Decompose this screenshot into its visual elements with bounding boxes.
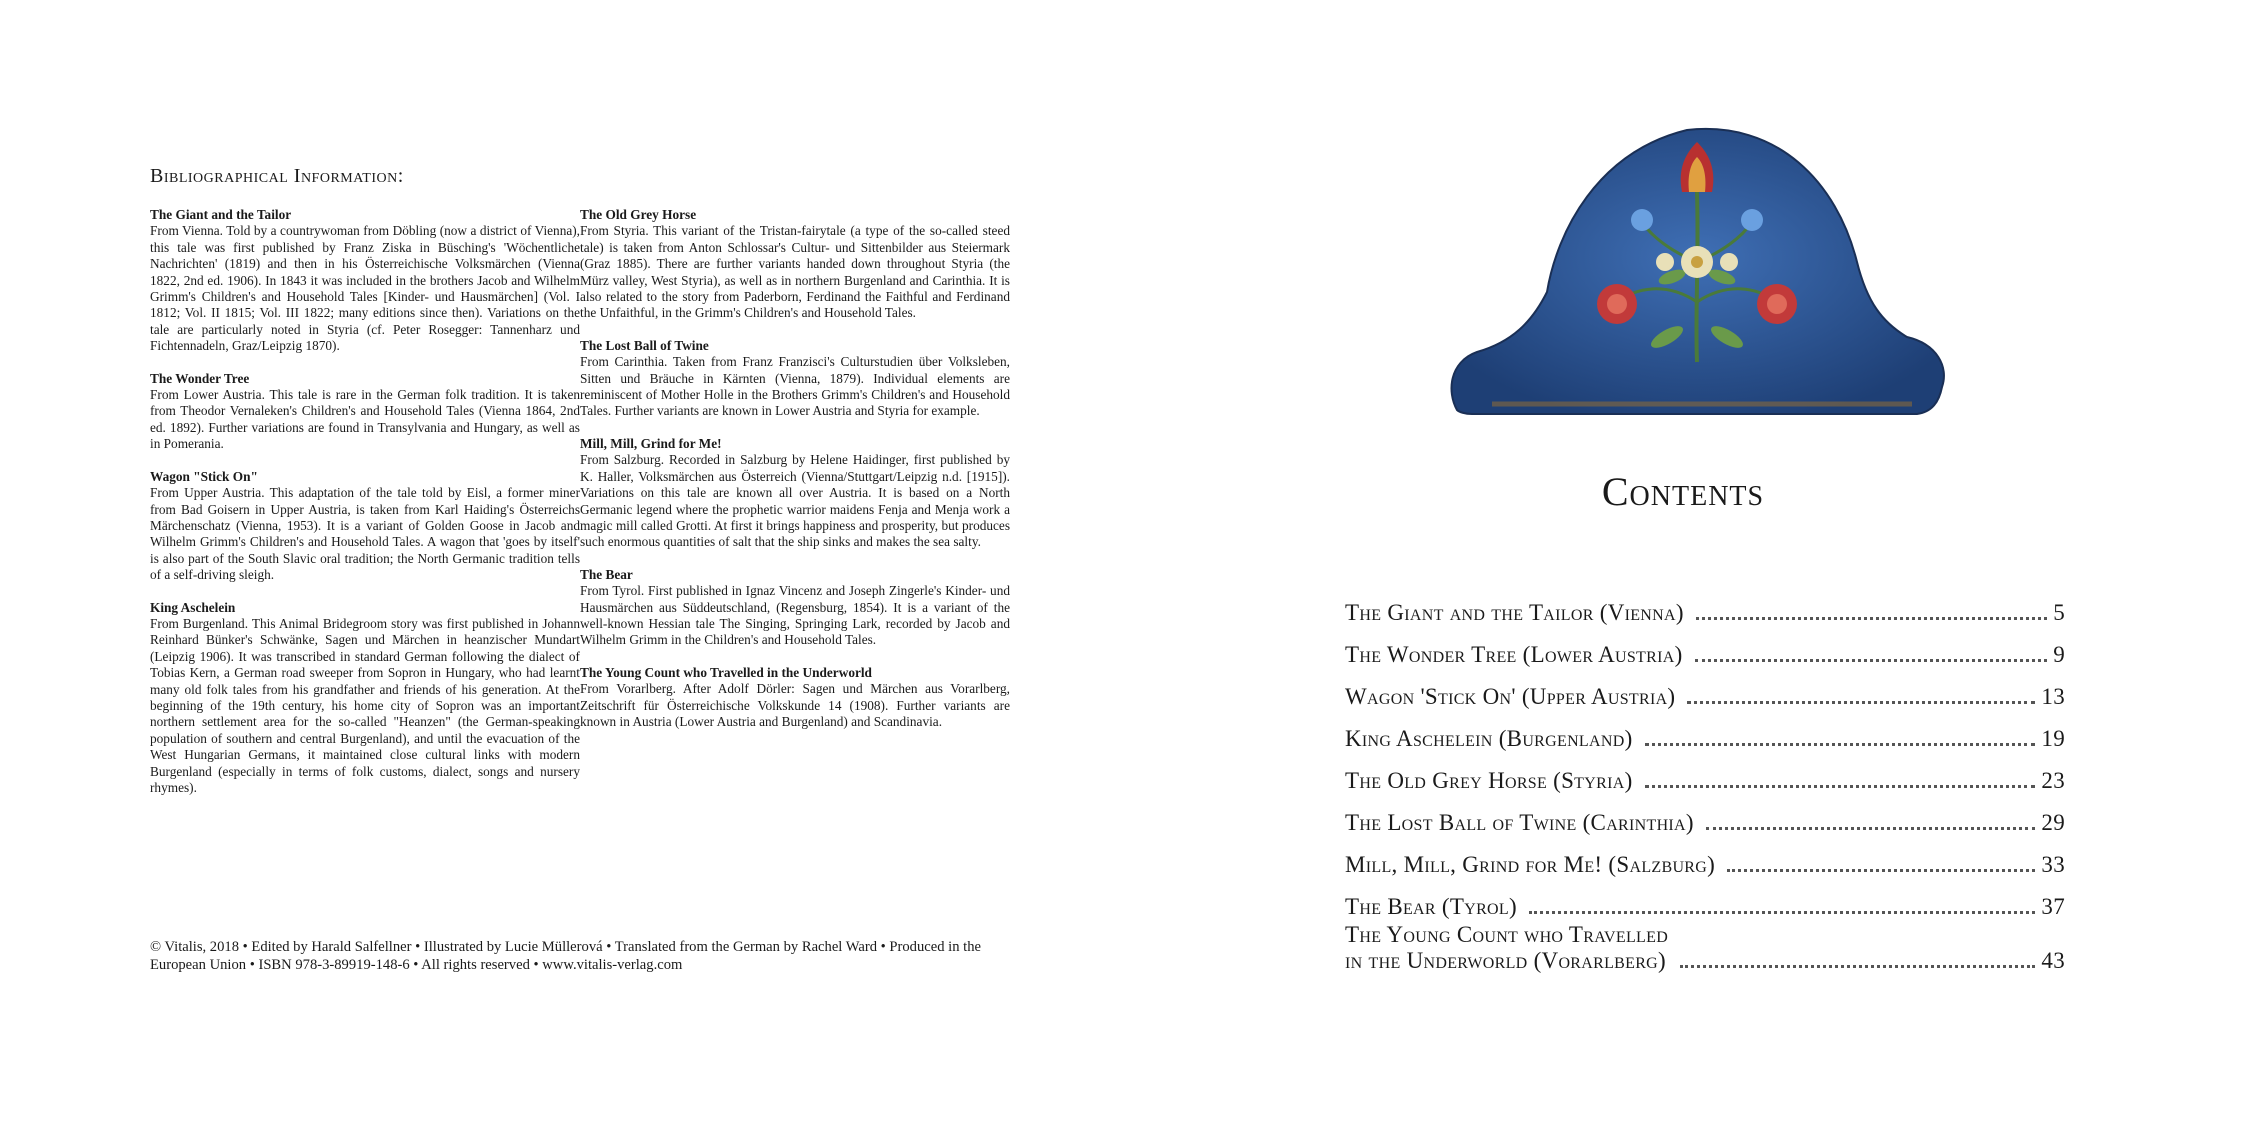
bib-entry-text: From Styria. This variant of the Tristan-fairytale (a type of the so-called steed tale) is taken from Anton Schlossar's Cultur- und Sittenbilder aus Steiermark (Graz 1885). There are further variants handed down throughout Styria (the Mürz valley, West Styria), as well as in northern Burgenland and Carinthia. It is also related to the story from Paderborn, Ferdinand the Faithful and Ferdinand the Unfaithful, in the Grimm's Children's and Household Tales. [580,223,1010,321]
toc-page-number: 37 [2041,894,2065,919]
bibliography-column-2 [580,207,1010,746]
toc-dot-leader [1687,701,2035,704]
toc-dot-leader [1645,785,2036,788]
bib-entry [150,207,580,355]
toc-page-number: 19 [2041,726,2065,751]
contents-title: Contents [1601,469,1765,514]
bib-entry-title: The Giant and the Tailor [150,207,292,222]
painted-headboard-illustration [1437,112,1957,422]
bib-entry-text: From Salzburg. Recorded in Salzburg by Helene Haidinger, first published by K. Haller, Volksmärchen aus Österreich (Vienna/Stuttgart/Leipzig n.d. [1915]). Variations on this tale are known all over Austria. It is based on a North Germanic legend where the prophetic warrior maidens Fenja and Menja work a magic mill called Grotti. At first it brings happiness and prosperity, but produces such enormous quantities of salt that the ship sinks and makes the sea salty. [580,452,1010,550]
bib-entry-title: The Wonder Tree [150,370,250,386]
toc-entry-title: The Giant and the Tailor (Vienna) [1345,600,1684,625]
toc-page-number: 23 [2041,768,2065,793]
toc-entry[interactable] [1345,878,2065,920]
bib-entry [150,600,580,797]
toc-entry[interactable] [1345,626,2065,668]
toc-page-number: 5 [2053,600,2065,625]
toc-dot-leader [1706,827,2036,830]
toc-page-number: 13 [2041,684,2065,709]
toc-dot-leader [1680,965,2035,968]
bib-entry-title: Mill, Mill, Grind for Me! [580,435,722,451]
bib-entry-title: The Bear [580,566,633,582]
bib-entry-title: The Old Grey Horse [580,207,697,222]
toc-entry-title: The Wonder Tree (Lower Austria) [1345,642,1683,667]
toc-entry[interactable] [1345,836,2065,878]
table-of-contents [1345,584,2065,974]
toc-entry[interactable] [1345,668,2065,710]
bib-entry-text: From Vienna. Told by a countrywoman from Döbling (now a district of Vienna), this tale was first published by Franz Ziska in Büsching's 'Wöchentliche Nachrichten' (1819) and then in his Österreichische Volksmärchen (Vienna 1822, 2nd ed. 1906). In 1843 it was included in the brothers Jacob and Wilhelm Grimm's Children's and Household Tales [Kinder- und Hausmärchen] (Vol. I 1812; Vol. II 1815; Vol. III 1822; many editions since then). Variations on the tale are particularly noted in Styria (cf. Peter Rosegger: Tannenharz und Fichtennadeln, Graz/Leipzig 1870). [150,223,580,354]
toc-entry-title: Wagon 'Stick On' (Upper Austria) [1345,684,1676,709]
toc-entry[interactable] [1345,710,2065,752]
toc-entry[interactable] [1345,584,2065,626]
toc-entry-title: The Old Grey Horse (Styria) [1345,768,1633,793]
toc-entry-title: The Lost Ball of Twine (Carinthia) [1345,810,1694,835]
bib-entry-title: Wagon "Stick On" [150,468,258,484]
bib-entry-text: From Lower Austria. This tale is rare in the German folk tradition. It is taken from Theodor Vernaleken's Children's and Household Tales (Vienna 1864, 2nd ed. 1892). Further variations are found in Transylvania and Hungary, as well as in Pomerania. [150,387,580,452]
toc-entry[interactable] [1345,752,2065,794]
bib-entry-title: King Aschelein [150,599,236,615]
toc-dot-leader [1645,743,2036,746]
bib-entry-text: From Upper Austria. This adaptation of the tale told by Eisl, a former miner from Bad Goisern in Upper Austria, is taken from Karl Haiding's Österreichs Märchenschatz (Vienna, 1953). It is a variant of Golden Goose in Jacob and Wilhelm Grimm's Children's and Household Tales. A wagon that 'goes by itself' is also part of the South Slavic oral tradition; the North Germanic tradition tells of a self-driving sleigh. [150,485,580,583]
bib-entry [580,338,1010,420]
toc-entry[interactable] [1345,920,2065,974]
toc-dot-leader [1695,659,2048,662]
bibliography-heading: Bibliographical Information: [150,165,404,187]
bib-entry [580,207,1010,322]
bib-entry-title: The Young Count who Travelled in the Underworld [580,664,872,680]
toc-dot-leader [1529,911,2035,914]
bib-entry [580,567,1010,649]
bib-entry-text: From Carinthia. Taken from Franz Franzisci's Culturstudien über Volksleben, Sitten und Bräuche in Kärnten (Vienna, 1879). Individual elements are reminiscent of Mother Holle in the Brothers Grimm's Children's and Household Tales. Further variants are known in Lower Austria and Styria for example. [580,354,1010,419]
toc-entry[interactable] [1345,794,2065,836]
toc-page-number: 43 [2041,948,2065,973]
bib-entry-text: From Burgenland. This Animal Bridegroom story was first published in Johann Reinhard Bünker's Schwänke, Sagen und Märchen in heanzischer Mundart (Leipzig 1906). It was transcribed in standard German following the dialect of Tobias Kern, a German road sweeper from Sopron in Hungary, who had learnt many old folk tales from his grandfather and friends of his generation. At the beginning of the 19th century, his home city of Sopron was an important northern settlement area for the so-called "Heanzen" (the German-speaking population of southern and central Burgenland), and until the evacuation of the West Hungarian Germans, it maintained close cultural links with modern Burgenland (especially in terms of folk customs, dialect, songs and nursery rhymes). [150,615,580,795]
bib-entry-title: The Lost Ball of Twine [580,337,709,353]
right-page [1122,0,2244,1122]
toc-entry-title: King Aschelein (Burgenland) [1345,726,1633,751]
bib-entry-text: From Vorarlberg. After Adolf Dörler: Sagen und Märchen aus Vorarlberg, Zeitschrift für Österreichische Volkskunde 14 (1908). Further variants are known in Austria (Lower Austria and Burgenland) and Scandinavia. [580,681,1010,729]
bib-entry [150,371,580,453]
bibliography-column-1 [150,207,580,812]
bib-entry [580,665,1010,731]
toc-dot-leader [1727,869,2035,872]
toc-entry-title: The Bear (Tyrol) [1345,894,1517,919]
copyright-notice: © Vitalis, 2018 • Edited by Harald Salfellner • Illustrated by Lucie Müllerová • Translated from the German by Rachel Ward • Produced in the European Union • ISBN 978-3-89919-148-6 • All rights reserved • www.vitalis-verlag.com [150,939,981,973]
toc-page-number: 29 [2041,810,2065,835]
toc-page-number: 33 [2041,852,2065,877]
bib-entry [580,436,1010,551]
toc-page-number: 9 [2053,642,2065,667]
bib-entry [150,469,580,584]
toc-entry-title: The Young Count who Travelled in the Underworld (Vorarlberg) [1345,922,1669,973]
bib-entry-text: From Tyrol. First published in Ignaz Vincenz and Joseph Zingerle's Kinder- und Hausmärchen aus Süddeutschland, (Regensburg, 1854). It is a variant of the well-known Hessian tale The Singing, Springing Lark, recorded by Jacob and Wilhelm Grimm in the Children's and Household Tales. [580,583,1010,648]
toc-dot-leader [1696,617,2047,620]
toc-entry-title: Mill, Mill, Grind for Me! (Salzburg) [1345,852,1716,877]
